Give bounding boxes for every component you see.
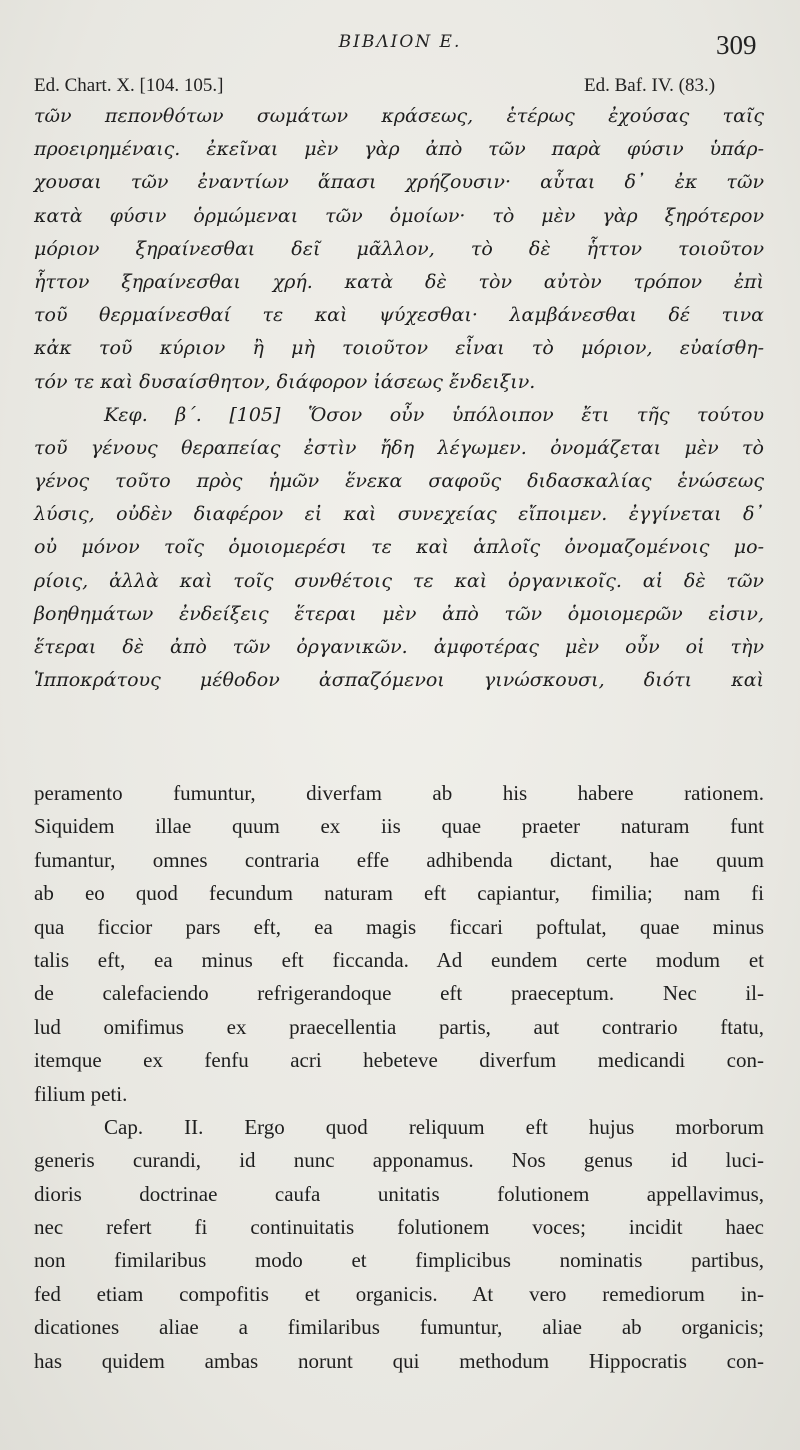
latin-line: fumantur, omnes contraria effe adhibenda dictant, hae quum [34,847,764,872]
greek-line: τῶν πεπονθότων σωμάτων κράσεως, ἑτέρως ἐχούσας ταῖς [34,105,764,127]
latin-line: non fimilaribus modo et fimplicibus nominatis partibus, [34,1248,764,1273]
greek-line: τοῦ θερμαίνεσθαί τε καὶ ψύχεσθαι· λαμβάνεσθαι δέ τινα [34,304,764,327]
greek-text-block [34,100,764,697]
greek-line: κἀκ τοῦ κύριον ἢ μὴ τοιοῦτον εἶναι τὸ μόριον, εὐαίσθη- [34,337,764,360]
latin-line: filium peti. [34,1081,128,1106]
greek-line: γένος τοῦτο πρὸς ἡμῶν ἕνεκα σαφοῦς διδασκαλίας ἑνώσεως [34,470,764,493]
running-head: BIBΛΙΟΝ Ε. [338,32,462,52]
latin-line: de calefaciendo refrigerandoque eft praeceptum. Nec il- [34,981,764,1006]
latin-line: nec refert fi continuitatis folutionem voces; incidit haec [34,1215,764,1240]
latin-chapter-heading-line: Cap. II. Ergo quod reliquum eft hujus morborum [104,1114,764,1139]
latin-line: dicationes aliae a fimilaribus fumuntur, aliae ab organicis; [34,1315,764,1340]
greek-line: προειρημέναις. ἐκεῖναι μὲν γὰρ ἀπὸ τῶν παρὰ φύσιν ὑπάρ- [34,138,764,161]
greek-line: Ἱπποκράτους μέθοδον ἀσπαζόμενοι γινώσκουσι, διότι καὶ [34,669,764,692]
latin-line: Siquidem illae quum ex iis quae praeter naturam funt [34,814,764,839]
greek-line: ρίοις, ἀλλὰ καὶ τοῖς συνθέτοις τε καὶ ὀργανικοῖς. αἱ δὲ τῶν [34,569,764,592]
latin-line: generis curandi, id nunc apponamus. Nos genus id luci- [34,1148,764,1173]
latin-line: has quidem ambas norunt qui methodum Hippocratis con- [34,1348,764,1373]
latin-line: itemque ex fenfu acri hebeteve diverfum medicandi con- [34,1048,764,1073]
greek-line: τοῦ γένους θεραπείας ἐστὶν ἤδη λέγωμεν. ὀνομάζεται μὲν τὸ [34,436,764,459]
greek-line: βοηθημάτων ἐνδείξεις ἕτεραι μὲν ἀπὸ τῶν ὁμοιομερῶν εἰσιν, [34,602,764,625]
latin-line: peramento fumuntur, diverfam ab his habere rationem. [34,781,764,805]
latin-line: dioris doctrinae caufa unitatis folutionem appellavimus, [34,1181,764,1206]
greek-chapter-heading-line: Κεφ. β΄. [105] Ὅσον οὖν ὑπόλοιπον ἔτι τῆς τούτου [104,403,764,426]
page-number: 309 [716,30,757,60]
latin-line: talis eft, ea minus eft ficcanda. Ad eundem certe modum et [34,947,764,972]
edition-reference-basel: Ed. Baf. IV. (83.) [584,75,716,96]
greek-line: ἧττον ξηραίνεσθαι χρή. κατὰ δὲ τὸν αὐτὸν τρόπον ἐπὶ [34,270,764,293]
greek-line: ἕτεραι δὲ ἀπὸ τῶν ὀργανικῶν. ἀμφοτέρας μὲν οὖν οἱ τὴν [34,636,764,658]
greek-line: χουσαι τῶν ἐναντίων ἅπασι χρήζουσιν· αὗται δ᾽ ἐκ τῶν [34,171,764,194]
latin-line: lud omifimus ex praecellentia partis, aut contrario ftatu, [34,1014,764,1039]
greek-line: οὐ μόνον τοῖς ὁμοιομερέσι τε καὶ ἁπλοῖς ὀνομαζομένοις μο- [34,536,764,559]
greek-line: τόν τε καὶ δυσαίσθητον, διάφορον ἰάσεως ἔνδειξιν. [34,370,536,393]
latin-text-block [34,777,764,1378]
greek-line: λύσις, οὐδὲν διαφέρον εἰ καὶ συνεχείας εἴποιμεν. ἐγγίνεται δ᾽ [34,503,764,526]
greek-line: κατὰ φύσιν ὁρμώμεναι τῶν ὁμοίων· τὸ μὲν γὰρ ξηρότερον [34,204,764,227]
edition-reference-chartier: Ed. Chart. X. [104. 105.] [34,75,224,96]
greek-line: μόριον ξηραίνεσθαι δεῖ μᾶλλον, τὸ δὲ ἧττον τοιοῦτον [34,237,764,260]
latin-line: qua ficcior pars eft, ea magis ficcari poftulat, quae minus [34,914,764,939]
latin-line: ab eo quod fecundum naturam eft capiantur, fimilia; nam fi [34,881,764,906]
latin-line: fed etiam compofitis et organicis. At vero remediorum in- [34,1281,764,1306]
